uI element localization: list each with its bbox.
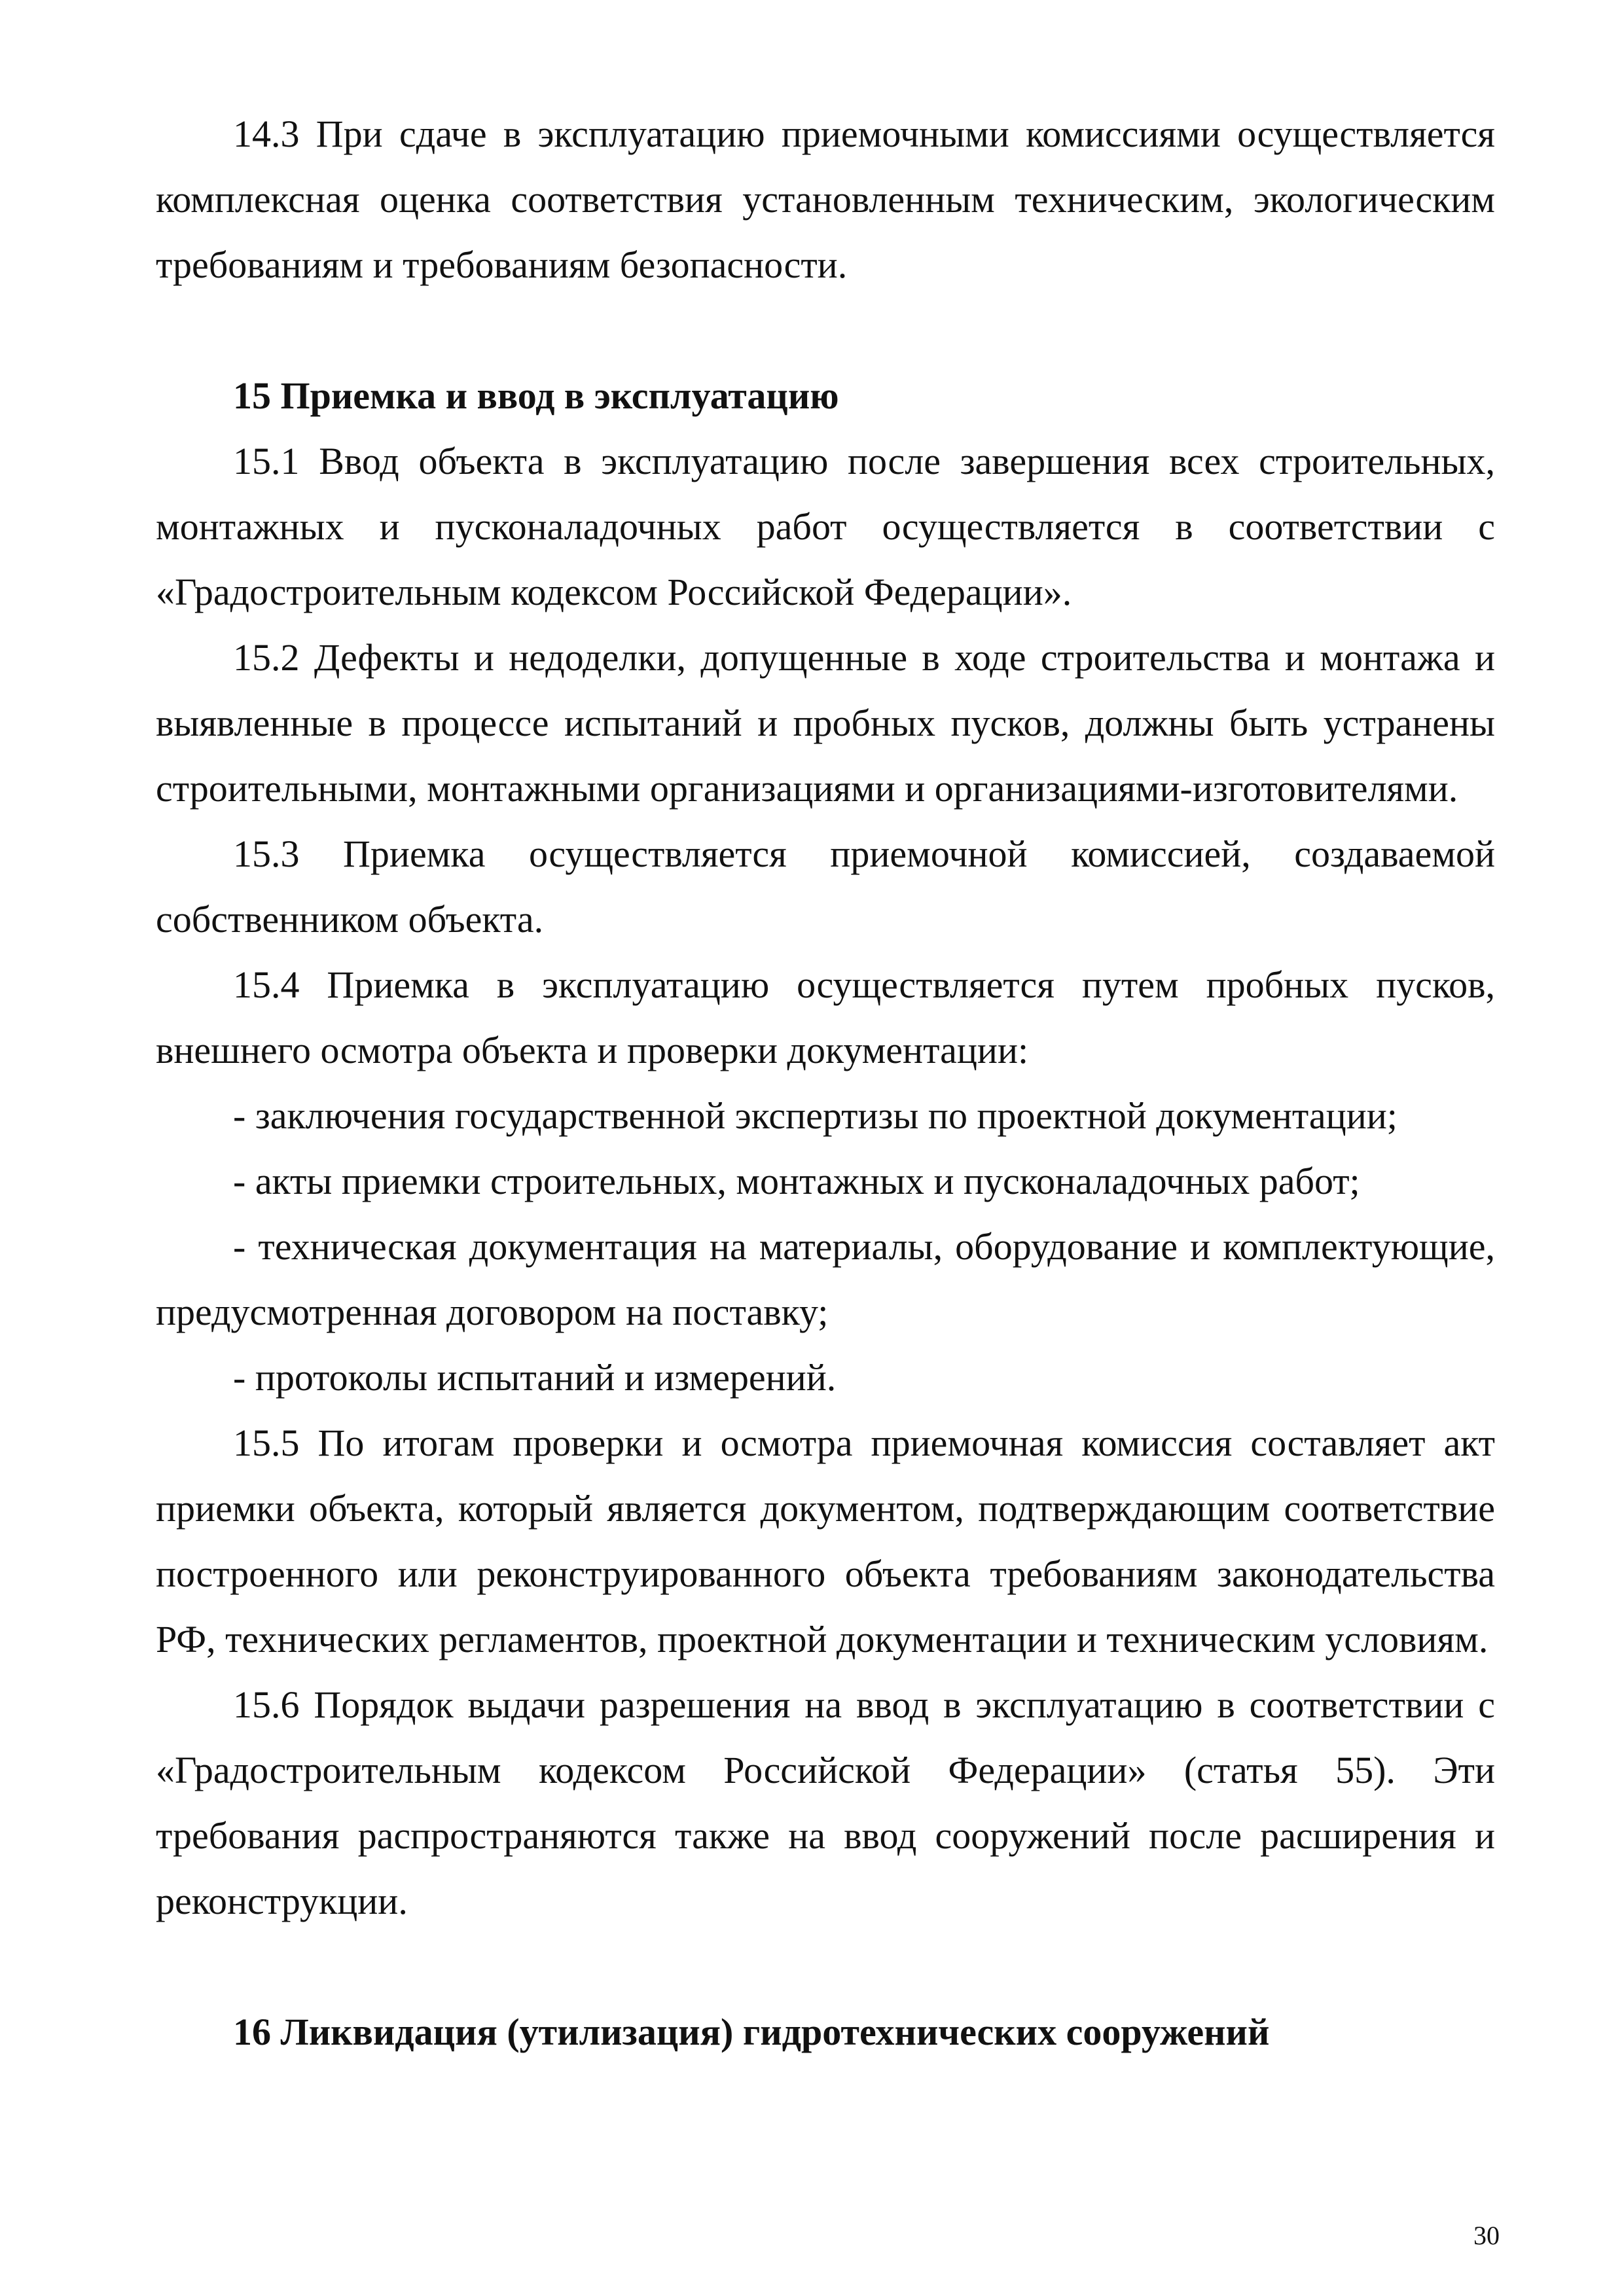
section-gap <box>156 298 1495 363</box>
section-gap <box>156 1934 1495 2000</box>
section-heading-16: 16 Ликвидация (утилизация) гидротехнических сооружений <box>233 2011 1270 2053</box>
page-number: 30 <box>1473 2221 1500 2250</box>
list-item: - протоколы испытаний и измерений. <box>233 1356 837 1399</box>
paragraph-15-3: 15.3 Приемка осуществляется приемочной комиссией, создаваемой собственником объекта. <box>156 833 1495 941</box>
paragraph-15-6: 15.6 Порядок выдачи разрешения на ввод в эксплуатацию в соответствии с «Градостроительным кодексом Российской Федерации» (статья 55). Эти требования распространяются также на ввод сооружений после расширения и реконструкции. <box>156 1683 1495 1922</box>
paragraph-15-1: 15.1 Ввод объекта в эксплуатацию после завершения всех строительных, монтажных и пусконаладочных работ осуществляется в соответствии с «Градостроительным кодексом Российской Федерации». <box>156 440 1495 613</box>
paragraph-14-3: 14.3 При сдаче в эксплуатацию приемочными комиссиями осуществляется комплексная оценка соответствия установленным техническим, экологическим требованиям и требованиям безопасности. <box>156 113 1495 286</box>
list-item: - заключения государственной экспертизы по проектной документации; <box>233 1094 1398 1137</box>
paragraph-15-2: 15.2 Дефекты и недоделки, допущенные в ходе строительства и монтажа и выявленные в процессе испытаний и пробных пусков, должны быть устранены строительными, монтажными организациями и организациями-изготовителями. <box>156 636 1495 810</box>
document-page <box>156 101 1495 2065</box>
list-item: - техническая документация на материалы, оборудование и комплектующие, предусмотренная договором на поставку; <box>156 1225 1495 1333</box>
list-item: - акты приемки строительных, монтажных и пусконаладочных работ; <box>233 1160 1360 1202</box>
paragraph-15-4: 15.4 Приемка в эксплуатацию осуществляется путем пробных пусков, внешнего осмотра объекта и проверки документации: <box>156 963 1495 1071</box>
section-heading-15: 15 Приемка и ввод в эксплуатацию <box>233 374 839 417</box>
paragraph-15-5: 15.5 По итогам проверки и осмотра приемочная комиссия составляет акт приемки объекта, который является документом, подтверждающим соответствие построенного или реконструированного объекта требованиям законодательства РФ, технических регламентов, проектной документации и техническим условиям. <box>156 1422 1495 1660</box>
